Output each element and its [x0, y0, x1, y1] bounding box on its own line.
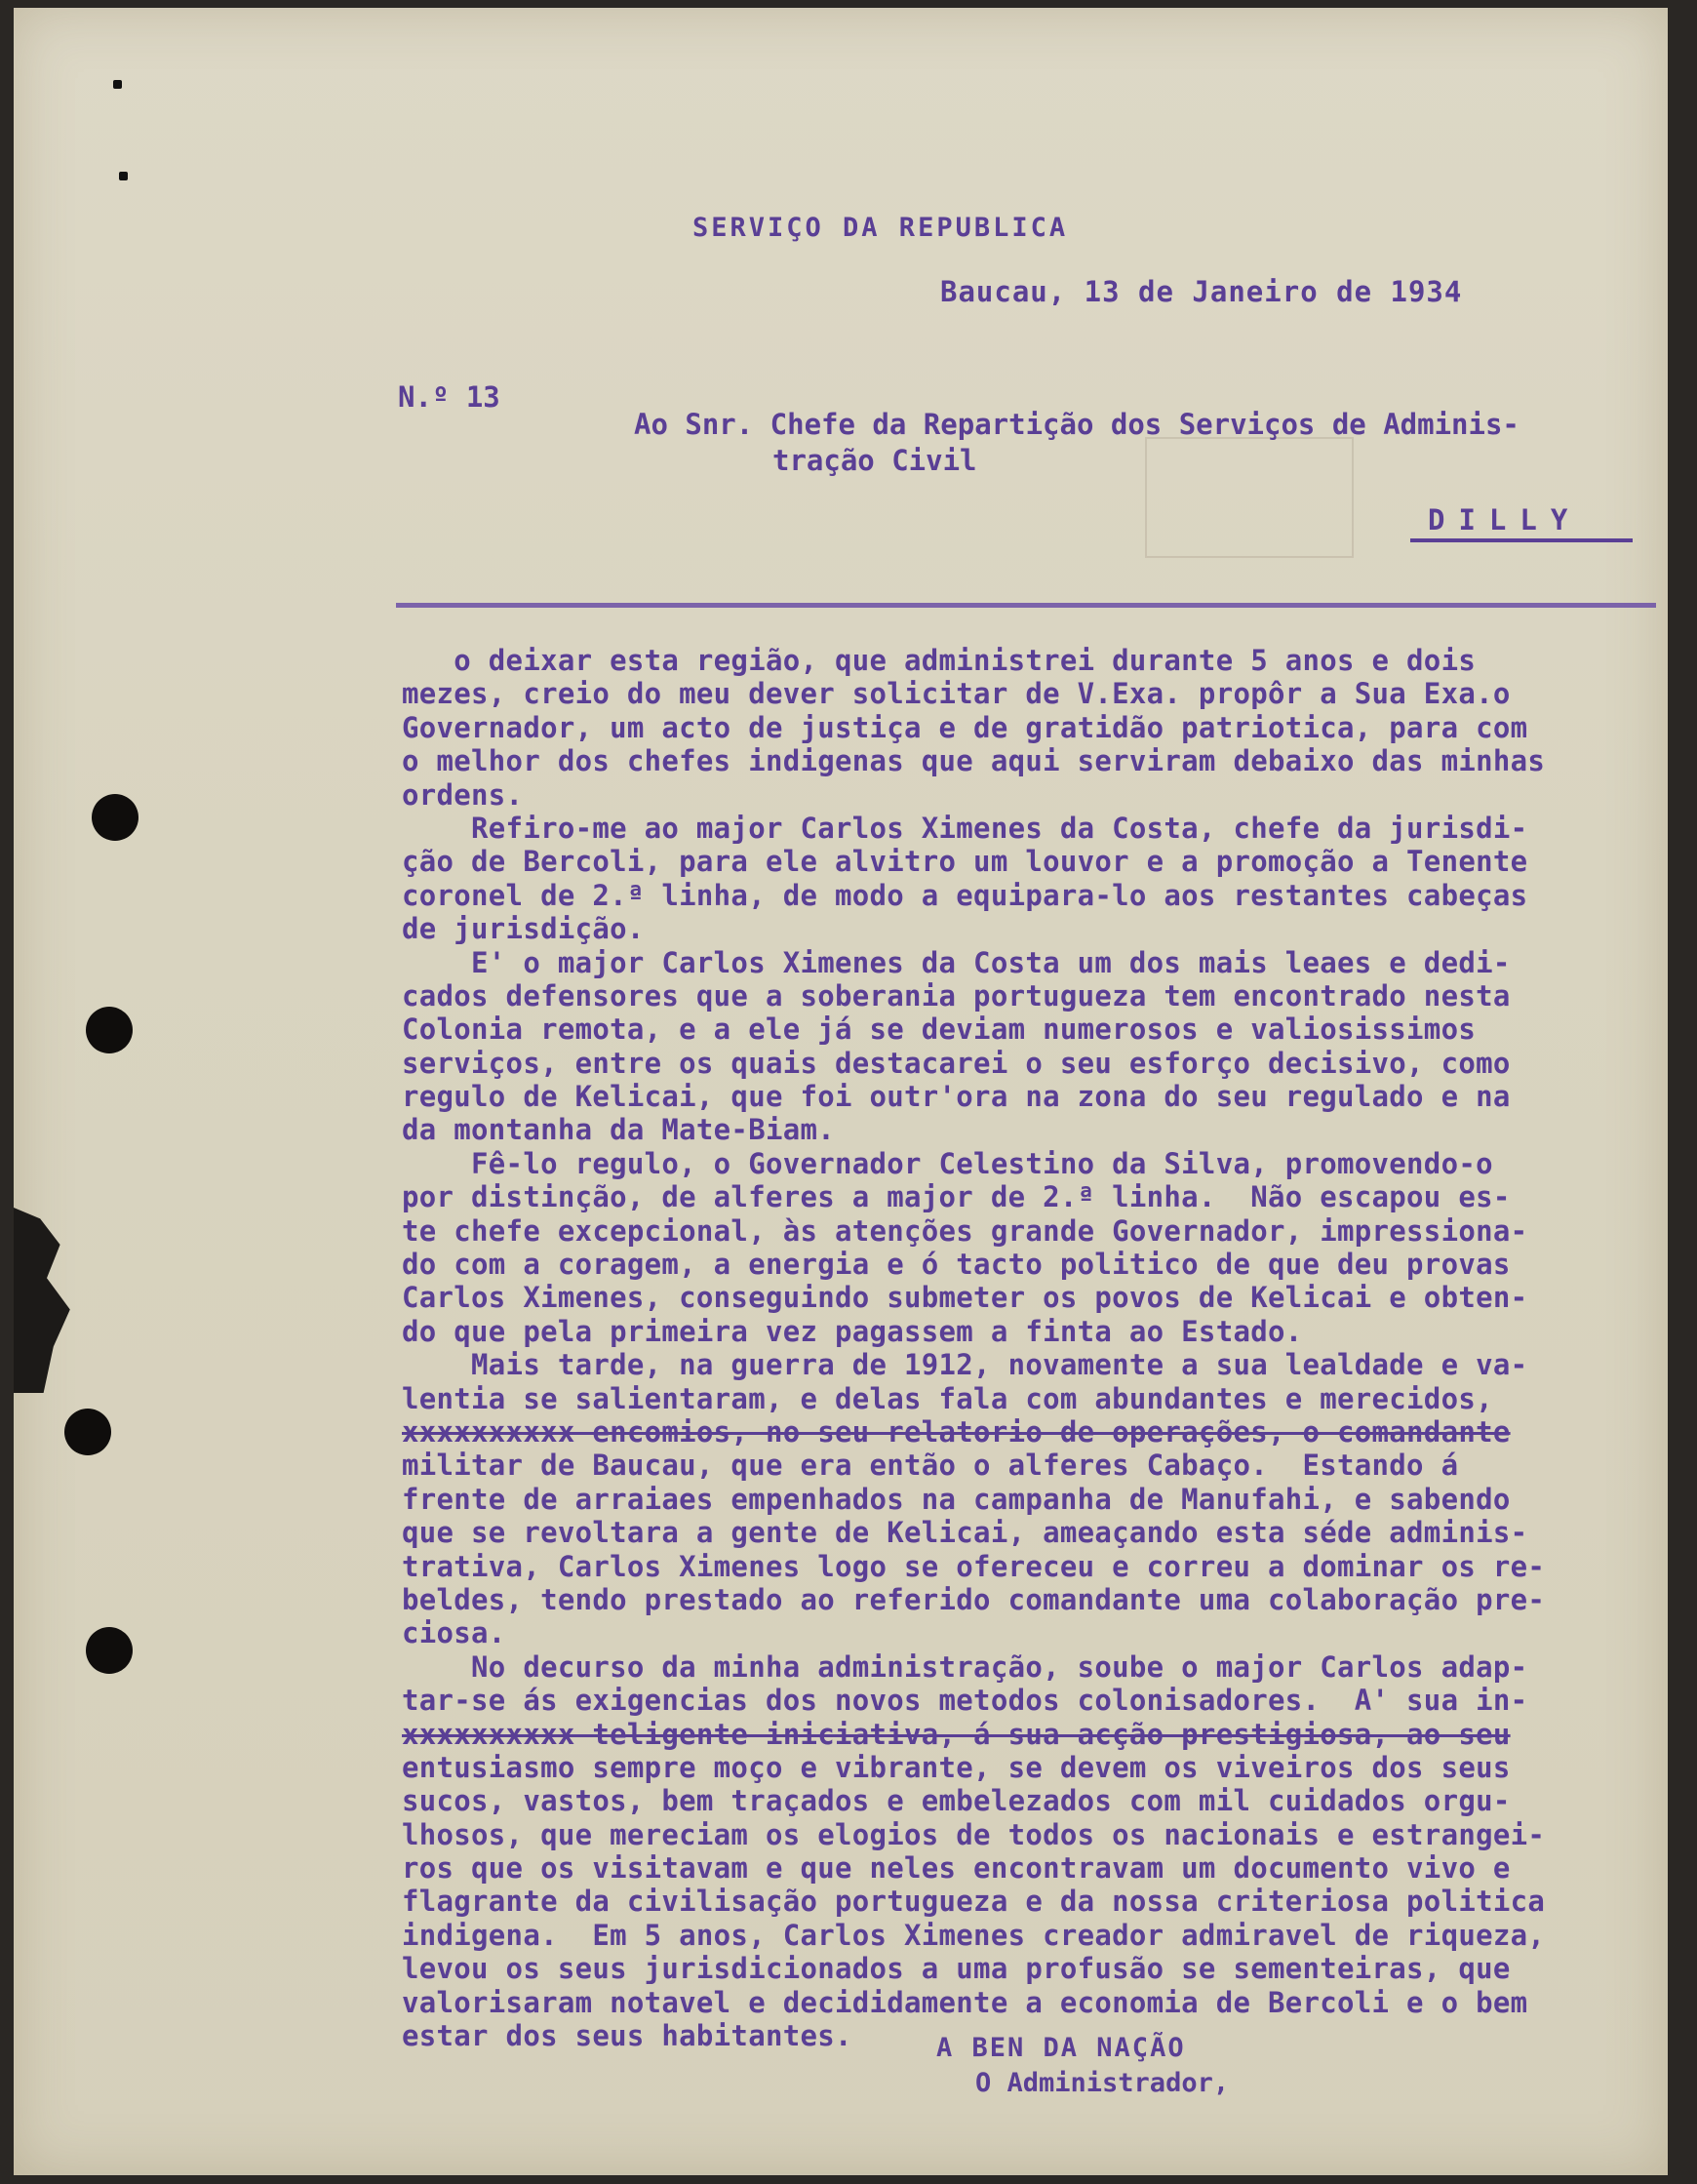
body-line: regulo de Kelicai, que foi outr'ora na zona do seu regulado e na — [402, 1080, 1511, 1114]
torn-edge — [14, 1208, 80, 1393]
letter-number: N.º 13 — [398, 380, 500, 414]
addressee-line-1: Ao Snr. Chefe da Repartição dos Serviços de Adminis- — [634, 408, 1519, 441]
body-line: Colonia remota, e a ele já se deviam numerosos e valiosissimos — [402, 1013, 1477, 1047]
dateline: Baucau, 13 de Janeiro de 1934 — [940, 275, 1463, 308]
body-line: valorisaram notavel e decididamente a economia de Bercoli e o bem — [402, 1985, 1528, 2019]
addressee-line-2: tração Civil — [772, 444, 977, 477]
body-line: indigena. Em 5 anos, Carlos Ximenes creador admiravel de riqueza, — [402, 1918, 1546, 1952]
body-line: Governador, um acto de justiça e de gratidão patriotica, para com — [402, 710, 1528, 744]
body-line: beldes, tendo prestado ao referido comandante uma colaboração pre- — [402, 1582, 1546, 1616]
body-line: coronel de 2.ª linha, de modo a equipara-lo aos restantes cabeças — [402, 878, 1528, 912]
body-line: de jurisdição. — [402, 912, 645, 946]
body-line: o melhor dos chefes indigenas que aqui serviram debaixo das minhas — [402, 744, 1546, 778]
body-line: xxxxxxxxxx teligente iniciativa, á sua acção prestigiosa, ao seu — [402, 1717, 1511, 1751]
body-line: No decurso da minha administração, soube o major Carlos adap- — [402, 1649, 1528, 1684]
body-line: E' o major Carlos Ximenes da Costa um dos mais leaes e dedi- — [402, 945, 1511, 979]
body-line: ciosa. — [402, 1616, 506, 1650]
body-line: ros que os visitavam e que neles encontravam um documento vivo e — [402, 1851, 1511, 1886]
signature-title: O Administrador, — [975, 2068, 1230, 2098]
body-line: trativa, Carlos Ximenes logo se ofereceu e correu a dominar os re- — [402, 1549, 1546, 1583]
body-line: do que pela primeira vez pagassem a finta ao Estado. — [402, 1314, 1303, 1348]
body-line: ção de Bercoli, para ele alvitro um louvor e a promoção a Tenente — [402, 845, 1528, 879]
body-line: Refiro-me ao major Carlos Ximenes da Costa, chefe da jurisdi- — [402, 811, 1528, 845]
punch-hole — [86, 1007, 133, 1053]
body-line: entusiasmo sempre moço e vibrante, se devem os viveiros dos seus — [402, 1750, 1511, 1784]
closing-motto: A BEN DA NAÇÃO — [936, 2033, 1186, 2063]
body-line: tar-se ás exigencias dos novos metodos colonisadores. A' sua in- — [402, 1684, 1528, 1718]
body-line: levou os seus jurisdicionados a uma profusão se sementeiras, que — [402, 1952, 1511, 1986]
punch-hole — [92, 794, 138, 841]
body-line: Carlos Ximenes, conseguindo submeter os povos de Kelicai e obten- — [402, 1281, 1528, 1315]
punch-hole — [64, 1409, 111, 1455]
body-line: estar dos seus habitantes. — [402, 2019, 852, 2053]
body-line: militar de Baucau, que era então o alferes Cabaço. Estando á — [402, 1449, 1459, 1483]
letter-body — [402, 644, 1668, 2052]
body-line: ordens. — [402, 777, 524, 812]
body-line: sucos, vastos, bem traçados e embelezados com mil cuidados orgu- — [402, 1784, 1511, 1818]
body-line: que se revoltara a gente de Kelicai, ameaçando esta séde adminis- — [402, 1516, 1528, 1550]
body-line: lentia se salientaram, e delas fala com abundantes e merecidos, — [402, 1381, 1493, 1415]
document-page — [14, 8, 1668, 2175]
body-line: xxxxxxxxxx encomios, no seu relatorio de operações, o comandante — [402, 1414, 1511, 1449]
separator-rule — [396, 603, 1656, 608]
punch-hole — [86, 1627, 133, 1674]
body-line: o deixar esta região, que administrei durante 5 anos e dois — [402, 644, 1477, 677]
body-line: te chefe excepcional, às atenções grande Governador, impressiona- — [402, 1213, 1528, 1248]
body-line: cados defensores que a soberania portugueza tem encontrado nesta — [402, 978, 1511, 1013]
body-line: por distinção, de alferes a major de 2.ª linha. Não escapou es- — [402, 1180, 1511, 1214]
body-line: Mais tarde, na guerra de 1912, novamente a sua lealdade e va- — [402, 1348, 1528, 1382]
body-line: frente de arraiaes empenhados na campanha de Manufahi, e sabendo — [402, 1482, 1511, 1516]
destination-underline — [1410, 538, 1633, 542]
margin-mark — [113, 80, 122, 89]
body-line: flagrante da civilisação portugueza e da nossa criteriosa politica — [402, 1885, 1546, 1919]
letter-header: SERVIÇO DA REPUBLICA — [692, 213, 1069, 243]
body-line: da montanha da Mate-Biam. — [402, 1113, 835, 1147]
body-line: lhosos, que mereciam os elogios de todos os nacionais e estrangei- — [402, 1817, 1546, 1851]
destination: DILLY — [1428, 503, 1582, 536]
body-line: do com a coragem, a energia e ó tacto politico de que deu provas — [402, 1248, 1511, 1282]
margin-mark — [119, 172, 128, 180]
body-line: serviços, entre os quais destacarei o seu esforço decisivo, como — [402, 1046, 1511, 1080]
paper-stain — [1145, 437, 1354, 558]
body-line: mezes, creio do meu dever solicitar de V.Exa. propôr a Sua Exa.o — [402, 677, 1511, 711]
body-line: Fê-lo regulo, o Governador Celestino da Silva, promovendo-o — [402, 1146, 1493, 1180]
